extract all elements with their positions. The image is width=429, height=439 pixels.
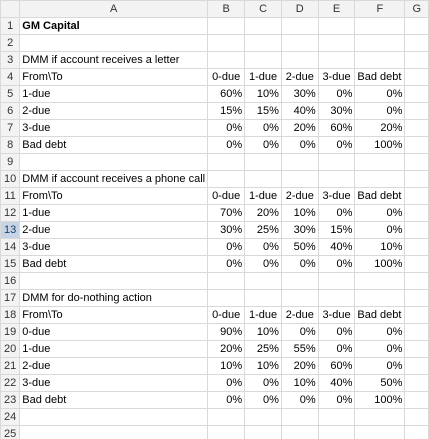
cell-g17[interactable]: [405, 290, 429, 307]
row-header-5[interactable]: 5: [1, 86, 20, 103]
cell-d19[interactable]: 0%: [281, 324, 318, 341]
cell-g6[interactable]: [405, 103, 429, 120]
cell-c8[interactable]: 0%: [245, 137, 282, 154]
sheet-row: [1, 137, 429, 154]
cell-a18[interactable]: From\To: [20, 307, 208, 324]
cell-a14[interactable]: 3-due: [20, 239, 208, 256]
cell-c9[interactable]: [245, 154, 282, 171]
cell-f5[interactable]: 0%: [355, 86, 405, 103]
cell-c1[interactable]: [245, 18, 282, 35]
cell-b15[interactable]: 0%: [208, 256, 245, 273]
cell-e8[interactable]: 0%: [318, 137, 355, 154]
sheet-row: [1, 358, 429, 375]
cell-g21[interactable]: [405, 358, 429, 375]
cell-a8[interactable]: Bad debt: [20, 137, 208, 154]
cell-d22[interactable]: 10%: [281, 375, 318, 392]
cell-a3[interactable]: DMM if account receives a letter: [20, 52, 208, 69]
cell-c2[interactable]: [245, 35, 282, 52]
cell-f17[interactable]: [355, 290, 405, 307]
cell-c5[interactable]: 10%: [245, 86, 282, 103]
row-header-15[interactable]: 15: [1, 256, 20, 273]
cell-d13[interactable]: 30%: [281, 222, 318, 239]
sheet-row: [1, 52, 429, 69]
cell-c10[interactable]: [245, 171, 282, 188]
column-header-c[interactable]: C: [245, 1, 282, 18]
cell-a17[interactable]: DMM for do-nothing action: [20, 290, 208, 307]
sheet-row: [1, 341, 429, 358]
cell-e15[interactable]: 0%: [318, 256, 355, 273]
cell-a15[interactable]: Bad debt: [20, 256, 208, 273]
cell-c12[interactable]: 20%: [245, 205, 282, 222]
cell-g11[interactable]: [405, 188, 429, 205]
cell-f23[interactable]: 100%: [355, 392, 405, 409]
cell-b4[interactable]: 0-due: [208, 69, 245, 86]
cell-f20[interactable]: 0%: [355, 341, 405, 358]
cell-f11[interactable]: Bad debt: [355, 188, 405, 205]
cell-f8[interactable]: 100%: [355, 137, 405, 154]
cell-e1[interactable]: [318, 18, 355, 35]
cell-e3[interactable]: [318, 52, 355, 69]
cell-f2[interactable]: [355, 35, 405, 52]
sheet-row: [1, 154, 429, 171]
cell-g19[interactable]: [405, 324, 429, 341]
cell-c21[interactable]: 10%: [245, 358, 282, 375]
row-header-20[interactable]: 20: [1, 341, 20, 358]
row-header-23[interactable]: 23: [1, 392, 20, 409]
cell-e21[interactable]: 60%: [318, 358, 355, 375]
cell-g20[interactable]: [405, 341, 429, 358]
cell-d10[interactable]: [281, 171, 318, 188]
cell-d20[interactable]: 55%: [281, 341, 318, 358]
cell-c16[interactable]: [245, 273, 282, 290]
cell-g15[interactable]: [405, 256, 429, 273]
cell-e4[interactable]: 3-due: [318, 69, 355, 86]
sheet-row: [1, 69, 429, 86]
cell-b20[interactable]: 20%: [208, 341, 245, 358]
cell-c24[interactable]: [245, 409, 282, 426]
row-header-1[interactable]: 1: [1, 18, 20, 35]
cell-e20[interactable]: 0%: [318, 341, 355, 358]
cell-d2[interactable]: [281, 35, 318, 52]
cell-d1[interactable]: [281, 18, 318, 35]
cell-f10[interactable]: [355, 171, 405, 188]
cell-d6[interactable]: 40%: [281, 103, 318, 120]
cell-a12[interactable]: 1-due: [20, 205, 208, 222]
cell-f16[interactable]: [355, 273, 405, 290]
cell-f25[interactable]: [355, 426, 405, 439]
cell-f22[interactable]: 50%: [355, 375, 405, 392]
cell-d21[interactable]: 20%: [281, 358, 318, 375]
row-header-16[interactable]: 16: [1, 273, 20, 290]
sheet-row: [1, 409, 429, 426]
sheet-row: [1, 239, 429, 256]
cell-d5[interactable]: 30%: [281, 86, 318, 103]
cell-g1[interactable]: [405, 18, 429, 35]
cell-c3[interactable]: [245, 52, 282, 69]
sheet-row: [1, 222, 429, 239]
cell-g9[interactable]: [405, 154, 429, 171]
cell-a4[interactable]: From\To: [20, 69, 208, 86]
cell-e5[interactable]: 0%: [318, 86, 355, 103]
cell-e16[interactable]: [318, 273, 355, 290]
row-header-2[interactable]: 2: [1, 35, 20, 52]
cell-g4[interactable]: [405, 69, 429, 86]
cell-e2[interactable]: [318, 35, 355, 52]
cell-b22[interactable]: 0%: [208, 375, 245, 392]
cell-b25[interactable]: [208, 426, 245, 439]
cell-e22[interactable]: 40%: [318, 375, 355, 392]
cell-b10[interactable]: [208, 171, 245, 188]
cell-g10[interactable]: [405, 171, 429, 188]
row-header-9[interactable]: 9: [1, 154, 20, 171]
cell-b2[interactable]: [208, 35, 245, 52]
cell-d12[interactable]: 10%: [281, 205, 318, 222]
sheet-row: [1, 171, 429, 188]
cell-e9[interactable]: [318, 154, 355, 171]
cell-b11[interactable]: 0-due: [208, 188, 245, 205]
cell-f4[interactable]: Bad debt: [355, 69, 405, 86]
cell-b13[interactable]: 30%: [208, 222, 245, 239]
cell-g12[interactable]: [405, 205, 429, 222]
cell-e7[interactable]: 60%: [318, 120, 355, 137]
row-header-22[interactable]: 22: [1, 375, 20, 392]
sheet-row: [1, 103, 429, 120]
cell-a13[interactable]: 2-due: [20, 222, 208, 239]
cell-e11[interactable]: 3-due: [318, 188, 355, 205]
sheet-row: [1, 273, 429, 290]
cell-a11[interactable]: From\To: [20, 188, 208, 205]
row-header-12[interactable]: 12: [1, 205, 20, 222]
cell-g13[interactable]: [405, 222, 429, 239]
cell-c17[interactable]: [245, 290, 282, 307]
cell-g14[interactable]: [405, 239, 429, 256]
sheet-row: [1, 188, 429, 205]
grid-body: [1, 18, 429, 439]
cell-b6[interactable]: 15%: [208, 103, 245, 120]
cell-a1[interactable]: GM Capital: [20, 18, 208, 35]
cell-b12[interactable]: 70%: [208, 205, 245, 222]
cell-g25[interactable]: [405, 426, 429, 439]
cell-f21[interactable]: 0%: [355, 358, 405, 375]
cell-b17[interactable]: [208, 290, 245, 307]
cell-g16[interactable]: [405, 273, 429, 290]
cell-f3[interactable]: [355, 52, 405, 69]
cell-d7[interactable]: 20%: [281, 120, 318, 137]
cell-a5[interactable]: 1-due: [20, 86, 208, 103]
cell-c20[interactable]: 25%: [245, 341, 282, 358]
cell-e23[interactable]: 0%: [318, 392, 355, 409]
cell-c14[interactable]: 0%: [245, 239, 282, 256]
cell-a24[interactable]: [20, 409, 208, 426]
column-header-row: [1, 1, 429, 18]
cell-b3[interactable]: [208, 52, 245, 69]
cell-e17[interactable]: [318, 290, 355, 307]
cell-a16[interactable]: [20, 273, 208, 290]
row-header-19[interactable]: 19: [1, 324, 20, 341]
row-header-14[interactable]: 14: [1, 239, 20, 256]
cell-c7[interactable]: 0%: [245, 120, 282, 137]
cell-e12[interactable]: 0%: [318, 205, 355, 222]
cell-a6[interactable]: 2-due: [20, 103, 208, 120]
cell-e24[interactable]: [318, 409, 355, 426]
row-header-8[interactable]: 8: [1, 137, 20, 154]
cell-c6[interactable]: 15%: [245, 103, 282, 120]
cell-d4[interactable]: 2-due: [281, 69, 318, 86]
cell-b16[interactable]: [208, 273, 245, 290]
cell-f24[interactable]: [355, 409, 405, 426]
cell-a7[interactable]: 3-due: [20, 120, 208, 137]
row-header-11[interactable]: 11: [1, 188, 20, 205]
sheet-row: [1, 120, 429, 137]
row-header-17[interactable]: 17: [1, 290, 20, 307]
cell-a25[interactable]: [20, 426, 208, 439]
cell-a22[interactable]: 3-due: [20, 375, 208, 392]
cell-b7[interactable]: 0%: [208, 120, 245, 137]
cell-e14[interactable]: 40%: [318, 239, 355, 256]
cell-d8[interactable]: 0%: [281, 137, 318, 154]
cell-f18[interactable]: Bad debt: [355, 307, 405, 324]
sheet-row: [1, 290, 429, 307]
cell-g24[interactable]: [405, 409, 429, 426]
row-header-3[interactable]: 3: [1, 52, 20, 69]
cell-d15[interactable]: 0%: [281, 256, 318, 273]
cell-b21[interactable]: 10%: [208, 358, 245, 375]
cell-d25[interactable]: [281, 426, 318, 439]
cell-f9[interactable]: [355, 154, 405, 171]
cell-a21[interactable]: 2-due: [20, 358, 208, 375]
cell-d9[interactable]: [281, 154, 318, 171]
cell-e19[interactable]: 0%: [318, 324, 355, 341]
cell-e10[interactable]: [318, 171, 355, 188]
cell-f7[interactable]: 20%: [355, 120, 405, 137]
cell-d3[interactable]: [281, 52, 318, 69]
cell-d17[interactable]: [281, 290, 318, 307]
row-header-18[interactable]: 18: [1, 307, 20, 324]
sheet-row: [1, 392, 429, 409]
cell-g5[interactable]: [405, 86, 429, 103]
cell-g22[interactable]: [405, 375, 429, 392]
cell-b8[interactable]: 0%: [208, 137, 245, 154]
cell-c25[interactable]: [245, 426, 282, 439]
cell-b18[interactable]: 0-due: [208, 307, 245, 324]
column-header-a[interactable]: A: [20, 1, 208, 18]
cell-d14[interactable]: 50%: [281, 239, 318, 256]
cell-a20[interactable]: 1-due: [20, 341, 208, 358]
cell-e18[interactable]: 3-due: [318, 307, 355, 324]
sheet-row: [1, 375, 429, 392]
cell-c15[interactable]: 0%: [245, 256, 282, 273]
cell-c23[interactable]: 0%: [245, 392, 282, 409]
column-header-b[interactable]: B: [208, 1, 245, 18]
sheet-row: [1, 426, 429, 439]
cell-g8[interactable]: [405, 137, 429, 154]
row-header-10[interactable]: 10: [1, 171, 20, 188]
row-header-25[interactable]: 25: [1, 426, 20, 439]
sheet-row: [1, 256, 429, 273]
row-header-4[interactable]: 4: [1, 69, 20, 86]
cell-f15[interactable]: 100%: [355, 256, 405, 273]
cell-a2[interactable]: [20, 35, 208, 52]
cell-d18[interactable]: 2-due: [281, 307, 318, 324]
cell-b9[interactable]: [208, 154, 245, 171]
column-header-d[interactable]: D: [281, 1, 318, 18]
row-header-7[interactable]: 7: [1, 120, 20, 137]
cell-g23[interactable]: [405, 392, 429, 409]
cell-b14[interactable]: 0%: [208, 239, 245, 256]
cell-f1[interactable]: [355, 18, 405, 35]
cell-g2[interactable]: [405, 35, 429, 52]
cell-d24[interactable]: [281, 409, 318, 426]
cell-a23[interactable]: Bad debt: [20, 392, 208, 409]
column-header-g[interactable]: G: [405, 1, 429, 18]
cell-d16[interactable]: [281, 273, 318, 290]
sheet-row: [1, 324, 429, 341]
cell-c22[interactable]: 0%: [245, 375, 282, 392]
cell-a19[interactable]: 0-due: [20, 324, 208, 341]
row-header-6[interactable]: 6: [1, 103, 20, 120]
cell-a10[interactable]: DMM if account receives a phone call: [20, 171, 208, 188]
cell-g18[interactable]: [405, 307, 429, 324]
cell-d23[interactable]: 0%: [281, 392, 318, 409]
cell-d11[interactable]: 2-due: [281, 188, 318, 205]
cell-e6[interactable]: 30%: [318, 103, 355, 120]
column-header-f[interactable]: F: [355, 1, 405, 18]
cell-b1[interactable]: [208, 18, 245, 35]
cell-c11[interactable]: 1-due: [245, 188, 282, 205]
row-header-24[interactable]: 24: [1, 409, 20, 426]
cell-c19[interactable]: 10%: [245, 324, 282, 341]
sheet-row: [1, 307, 429, 324]
sheet-row: [1, 205, 429, 222]
row-header-13[interactable]: 13: [1, 222, 20, 239]
cell-g7[interactable]: [405, 120, 429, 137]
cell-a9[interactable]: [20, 154, 208, 171]
cell-e13[interactable]: 15%: [318, 222, 355, 239]
cell-f6[interactable]: 0%: [355, 103, 405, 120]
cell-b19[interactable]: 90%: [208, 324, 245, 341]
cell-f12[interactable]: 0%: [355, 205, 405, 222]
cell-b5[interactable]: 60%: [208, 86, 245, 103]
cell-f13[interactable]: 0%: [355, 222, 405, 239]
cell-f19[interactable]: 0%: [355, 324, 405, 341]
cell-g3[interactable]: [405, 52, 429, 69]
cell-c18[interactable]: 1-due: [245, 307, 282, 324]
sheet-row: [1, 35, 429, 52]
column-header-e[interactable]: E: [318, 1, 355, 18]
cell-c13[interactable]: 25%: [245, 222, 282, 239]
row-header-21[interactable]: 21: [1, 358, 20, 375]
sheet-row: [1, 18, 429, 35]
cell-b24[interactable]: [208, 409, 245, 426]
cell-c4[interactable]: 1-due: [245, 69, 282, 86]
cell-f14[interactable]: 10%: [355, 239, 405, 256]
cell-b23[interactable]: 0%: [208, 392, 245, 409]
sheet-row: [1, 86, 429, 103]
select-all-corner[interactable]: [1, 1, 20, 18]
cell-e25[interactable]: [318, 426, 355, 439]
